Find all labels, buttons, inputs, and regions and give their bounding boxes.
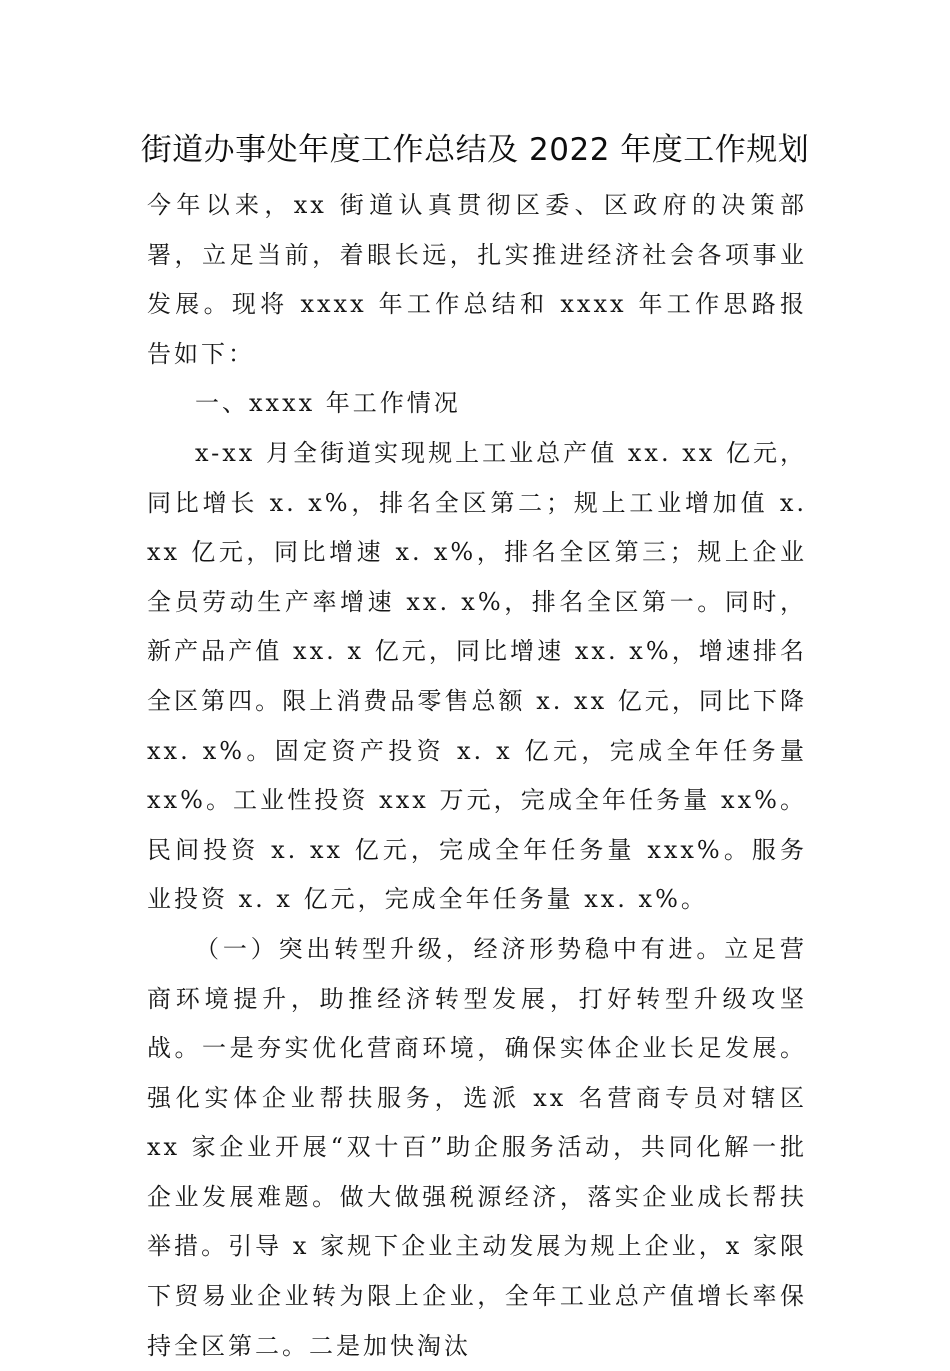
document-title: 街道办事处年度工作总结及 2022 年度工作规划 [140, 132, 810, 168]
section-heading: 一、xxxx 年工作情况 [195, 389, 461, 418]
statistics-paragraph: x-xx 月全街道实现规上工业总产值 xx. xx 亿元，同比增长 x. x%，排名全区第二；规上工业增加值 x. xx 亿元，同比增速 x. x%，排名全区第三；规上企业全员劳动生产率增速 xx. x%，排名全区第一。同时，新产品产值 xx. x 亿元，同比增速 xx. x%，增速排名全区第四。限上消费品零售总额 x. xx 亿元，同比下降 xx. x%。固定资产投资 x. x 亿元，完成全年任务量 xx%。工业性投资 xxx 万元，完成全年任务量 xx%。民间投资 x. xx 亿元，完成全年任务量 xxx%。服务业投资 x. x 亿元，完成全年任务量 xx. x%。 [147, 438, 807, 914]
transformation-paragraph: （一）突出转型升级，经济形势稳中有进。立足营商环境提升，助推经济转型发展，打好转型升级攻坚战。一是夯实优化营商环境，确保实体企业长足发展。强化实体企业帮扶服务，选派 xx 名营商专员对辖区 xx 家企业开展“双十百”助企服务活动，共同化解一批企业发展难题。做大做强税源经济，落实企业成长帮扶举措。引导 x 家规下企业主动发展为规上企业，x 家限下贸易业企业转为限上企业，全年工业总产值增长率保持全区第二。二是加快淘汰 [147, 934, 807, 1360]
document-body [147, 181, 807, 1371]
intro-paragraph: 今年以来，xx 街道认真贯彻区委、区政府的决策部署，立足当前，着眼长远，扎实推进经济社会各项事业发展。现将 xxxx 年工作总结和 xxxx 年工作思路报告如下： [147, 191, 807, 368]
